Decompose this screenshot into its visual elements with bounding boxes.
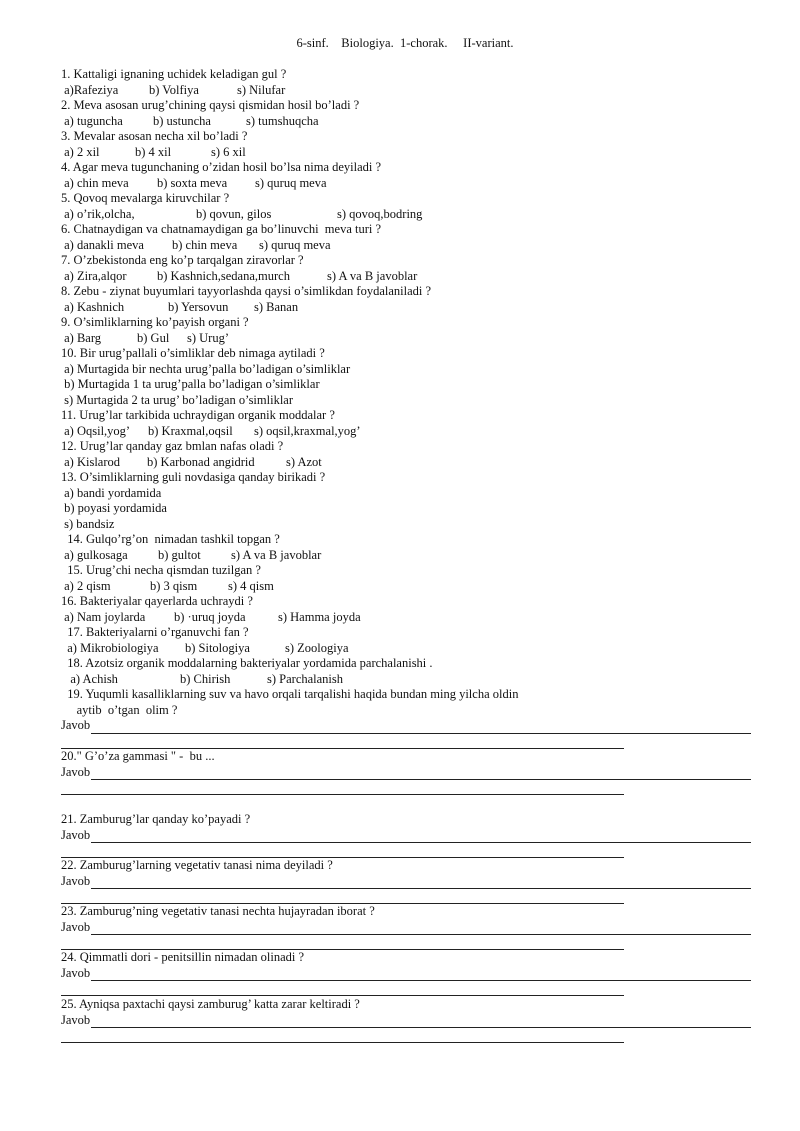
answer-option: s) Zoologiya — [285, 640, 349, 655]
answer-option: s) 6 xil — [211, 144, 246, 159]
answer-option: a) tuguncha — [61, 113, 123, 128]
open-question — [61, 950, 751, 996]
test-header: 6-sinf. Biologiya. 1-chorak. II-variant. — [296, 36, 514, 50]
answer-option: s) qovoq,bodring — [337, 206, 423, 221]
question-line: 10. Bir urug’pallali o’simliklar deb nimaga aytiladi ? — [61, 346, 325, 360]
answer-options-line — [61, 238, 761, 254]
answer-option: a) Zira,alqor — [61, 268, 127, 283]
question-line: 7. O’zbekistonda eng ko’p tarqalgan ziravorlar ? — [61, 253, 304, 267]
question-line: 4. Agar meva tugunchaning o’zidan hosil bo’lsa nima deyiladi ? — [61, 160, 382, 174]
answer-options-line — [61, 207, 761, 223]
question-line: aytib o’tgan olim ? — [61, 702, 178, 717]
answer-options-line — [61, 610, 761, 626]
answer-label: Javob — [61, 764, 91, 779]
answer-option: a) Mikrobiologiya — [61, 640, 159, 655]
answer-option: b) gultot — [158, 547, 201, 562]
answer-blank[interactable] — [91, 968, 751, 981]
answer-option: b) soxta meva — [157, 175, 228, 190]
open-question — [61, 812, 751, 858]
question-line: 9. O’simliklarning ko’payish organi ? — [61, 315, 249, 329]
open-question — [61, 858, 751, 904]
answer-line[interactable] — [61, 718, 751, 734]
answer-option: s) Parchalanish — [267, 671, 344, 686]
question-line: 14. Gulqo’rg’on nimadan tashkil topgan ? — [61, 532, 280, 546]
answer-options-line — [61, 672, 761, 688]
answer-line[interactable] — [61, 874, 751, 890]
answer-option: a) 2 xil — [61, 144, 100, 159]
answer-option: a) Barg — [61, 330, 102, 345]
multiple-choice-section — [61, 67, 761, 718]
answer-line[interactable] — [61, 966, 751, 982]
answer-blank-second-line[interactable] — [61, 1041, 624, 1043]
answer-option: s) tumshuqcha — [246, 113, 319, 128]
answer-option: b) qovun, gilos — [196, 206, 272, 221]
answer-option: s) Hamma joyda — [278, 609, 361, 624]
answer-label: Javob — [61, 718, 91, 732]
answer-option: a) gulkosaga — [61, 547, 128, 562]
answer-options-line — [61, 176, 761, 192]
answer-option: b) Karbonad angidrid — [147, 454, 255, 469]
question-line: 22. Zamburug’larning vegetativ tanasi nima deyiladi ? — [61, 858, 333, 872]
answer-option: b) 3 qism — [150, 578, 198, 593]
answer-blank[interactable] — [91, 767, 751, 780]
question-line: 21. Zamburug’lar qanday ko’payadi ? — [61, 812, 251, 826]
answer-blank[interactable] — [91, 922, 751, 935]
answer-options-line — [61, 455, 761, 471]
question-line: b) Murtagida 1 ta urug’palla bo’ladigan o’simliklar — [61, 377, 320, 391]
answer-option: b) Gul — [137, 330, 170, 345]
answer-option: b) Sitologiya — [185, 640, 250, 655]
answer-option: a) Achish — [61, 671, 118, 686]
answer-option: s) A va B javoblar — [231, 547, 322, 562]
answer-line[interactable] — [61, 1013, 751, 1029]
answer-option: s) 4 qism — [228, 578, 274, 593]
answer-options-line — [61, 424, 761, 440]
answer-option: b) Kashnich,sedana,murch — [157, 268, 290, 283]
question-line: 5. Qovoq mevalarga kiruvchilar ? — [61, 191, 230, 205]
answer-label: Javob — [61, 919, 91, 934]
answer-options-line — [61, 145, 761, 161]
question-line: b) poyasi yordamida — [61, 501, 167, 515]
answer-option: b) ·uruq joyda — [174, 609, 246, 624]
question-line: 12. Urug’lar qanday gaz bmlan nafas oladi ? — [61, 439, 284, 453]
open-question — [61, 997, 751, 1043]
question-line: 2. Meva asosan urug’chining qaysi qismidan hosil bo’ladi ? — [61, 98, 360, 112]
answer-line[interactable] — [61, 920, 751, 936]
answer-blank[interactable] — [91, 1015, 751, 1028]
answer-option: a) o’rik,olcha, — [61, 206, 135, 221]
open-question — [61, 718, 751, 749]
question-line: 24. Qimmatli dori - penitsillin nimadan olinadi ? — [61, 950, 305, 964]
question-line: 15. Urug’chi necha qismdan tuzilgan ? — [61, 563, 261, 577]
answer-option: b) Chirish — [180, 671, 231, 686]
answer-options-line — [61, 331, 761, 347]
answer-option: a) 2 qism — [61, 578, 111, 593]
answer-option: b) ustuncha — [153, 113, 211, 128]
answer-option: s) oqsil,kraxmal,yog’ — [254, 423, 361, 438]
question-line: 6. Chatnaydigan va chatnamaydigan ga bo’linuvchi meva turi ? — [61, 222, 382, 236]
question-line: 18. Azotsiz organik moddalarning bakteriyalar yordamida parchalanishi . — [61, 656, 433, 670]
answer-line[interactable] — [61, 765, 751, 781]
question-line: s) Murtagida 2 ta urug’ bo’ladigan o’simliklar — [61, 392, 294, 407]
answer-option: b) Yersovun — [168, 299, 229, 314]
answer-option: s) Nilufar — [237, 82, 286, 97]
answer-option: b) Kraxmal,oqsil — [148, 423, 233, 438]
answer-option: s) A va B javoblar — [327, 268, 418, 283]
answer-options-line — [61, 83, 761, 99]
answer-label: Javob — [61, 827, 91, 842]
answer-option: s) Azot — [286, 454, 322, 469]
answer-option: s) Banan — [254, 299, 299, 314]
answer-option: a)Rafeziya — [61, 82, 119, 97]
answer-options-line — [61, 579, 761, 595]
answer-label: Javob — [61, 1012, 91, 1027]
answer-option: a) danakli meva — [61, 237, 144, 252]
answer-options-line — [61, 641, 761, 657]
answer-label: Javob — [61, 965, 91, 980]
answer-option: a) chin meva — [61, 175, 129, 190]
answer-line[interactable] — [61, 828, 751, 844]
answer-option: s) Urug’ — [187, 330, 230, 345]
question-line: 16. Bakteriyalar qayerlarda uchraydi ? — [61, 594, 253, 608]
answer-option: a) Nam joylarda — [61, 609, 146, 624]
answer-blank-second-line[interactable] — [61, 994, 624, 996]
question-line: 25. Ayniqsa paxtachi qaysi zamburug’ katta zarar keltiradi ? — [61, 997, 360, 1011]
answer-label: Javob — [61, 873, 91, 888]
question-line: 20." G’o’za gammasi " - bu ... — [61, 749, 215, 763]
answer-option: a) Oqsil,yog’ — [61, 423, 131, 438]
question-line: 1. Kattaligi ignaning uchidek keladigan gul ? — [61, 67, 287, 81]
question-line: 3. Mevalar asosan necha xil bo’ladi ? — [61, 129, 248, 143]
answer-option: b) chin meva — [172, 237, 238, 252]
answer-option: s) quruq meva — [255, 175, 327, 190]
question-line: 13. O’simliklarning guli novdasiga qanday birikadi ? — [61, 470, 326, 484]
question-line: s) bandsiz — [61, 516, 115, 531]
answer-options-line — [61, 269, 761, 285]
question-line: 17. Bakteriyalarni o’rganuvchi fan ? — [61, 625, 249, 639]
answer-blank-second-line[interactable] — [61, 793, 624, 795]
question-line: 11. Urug’lar tarkibida uchraydigan organik moddalar ? — [61, 408, 335, 422]
answer-option: a) Kislarod — [61, 454, 121, 469]
answer-option: b) Volfiya — [149, 82, 199, 97]
question-line: 19. Yuqumli kasalliklarning suv va havo orqali tarqalishi haqida bundan ming yilcha oldin — [61, 687, 519, 701]
answer-option: b) 4 xil — [135, 144, 172, 159]
answer-blank[interactable] — [91, 830, 751, 843]
question-line: 23. Zamburug’ning vegetativ tanasi nechta hujayradan iborat ? — [61, 904, 375, 918]
question-line: 8. Zebu - ziynat buyumlari tayyorlashda qaysi o’simlikdan foydalaniladi ? — [61, 284, 432, 298]
answer-option: s) quruq meva — [259, 237, 331, 252]
question-line: a) Murtagida bir nechta urug’palla bo’ladigan o’simliklar — [61, 361, 351, 376]
answer-option: a) Kashnich — [61, 299, 125, 314]
answer-blank[interactable] — [91, 876, 751, 889]
answer-blank[interactable] — [91, 721, 751, 734]
answer-options-line — [61, 548, 761, 564]
open-question — [61, 749, 751, 795]
answer-options-line — [61, 114, 761, 130]
question-line: a) bandi yordamida — [61, 485, 162, 500]
open-question — [61, 904, 751, 950]
answer-options-line — [61, 300, 761, 316]
